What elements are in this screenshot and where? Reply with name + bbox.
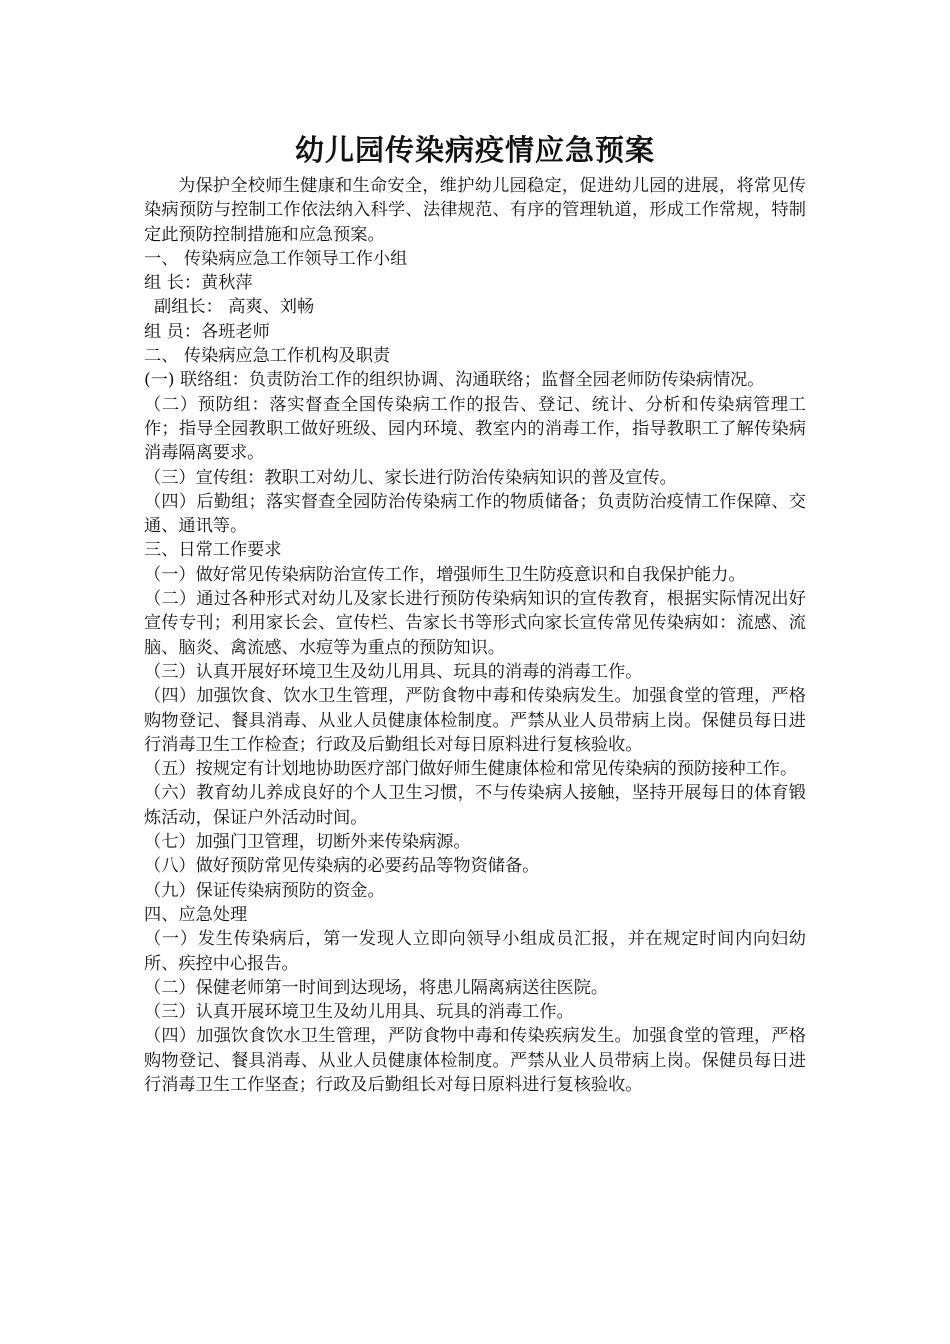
paragraph-daily-9: （九）保证传染病预防的资金。 (144, 880, 385, 901)
paragraph-daily-7: （七）加强门卫管理，切断外来传染病源。 (144, 832, 471, 853)
paragraph-logistics-group: （四）后勤组；落实督查全园防治传染病工作的物质储备；负责防治疫情工作保障、交通、通讯等。 (144, 491, 806, 537)
paragraph-daily-3: （三）认真开展好环境卫生及幼儿用具、玩具的消毒的消毒工作。 (144, 661, 643, 682)
section-heading-4: 四、应急处理 (144, 904, 248, 925)
paragraph-daily-4: （四）加强饮食、饮水卫生管理，严防食物中毒和传染病发生。加强食堂的管理，严格购物登记、餐具消毒、从业人员健康体检制度。严禁从业人员带病上岗。保健员每日进行消毒卫生工作检查；行政及后勤组长对每日原料进行复核验收。 (144, 686, 806, 755)
document-title: 幼儿园传染病疫情应急预案 (294, 133, 655, 167)
paragraph-daily-8: （八）做好预防常见传染病的必要药品等物资储备。 (144, 856, 540, 877)
leader-line: 组 长：黄秋萍 (144, 273, 253, 294)
paragraph-prevention-group: （二）预防组：落实督查全国传染病工作的报告、登记、统计、分析和传染病管理工作；指导全园教职工做好班级、园内环境、教室内的消毒工作，指导教职工了解传染病消毒隔离要求。 (144, 394, 806, 464)
paragraph-daily-6: （六）教育幼儿养成良好的个人卫生习惯，不与传染病人接触，坚持开展每日的体育锻炼活动，保证户外活动时间。 (144, 783, 806, 828)
document-page (144, 128, 806, 1097)
members-line: 组 员：各班老师 (144, 321, 270, 342)
paragraph-daily-1: （一）做好常见传染病防治宣传工作，增强师生卫生防疫意识和自我保护能力。 (144, 564, 746, 585)
intro-paragraph: 为保护全校师生健康和生命安全，维护幼儿园稳定，促进幼儿园的进展，将常见传染病预防与控制工作依法纳入科学、法律规范、有序的管理轨道，形成工作常规，特制定此预防控制措施和应急预案。 (144, 176, 806, 245)
paragraph-emergency-2: （二）保健老师第一时间到达现场，将患儿隔离病送往医院。 (144, 977, 609, 998)
paragraph-daily-2: （二）通过各种形式对幼儿及家长进行预防传染病知识的宣传教育，根据实际情况出好宣传专刊；利用家长会、宣传栏、告家长书等形式向家长宣传常见传染病如：流感、流脑、脑炎、禽流感、水痘等为重点的预防知识。 (144, 589, 806, 658)
deputy-leader-line: 副组长： 高爽、刘畅 (154, 297, 315, 318)
section-heading-1: 一、 传染病应急工作领导工作小组 (144, 248, 408, 269)
section-heading-3: 三、日常工作要求 (144, 540, 282, 561)
paragraph-emergency-4: （四）加强饮食饮水卫生管理，严防食物中毒和传染疾病发生。加强食堂的管理，严格购物登记、餐具消毒、从业人员健康体检制度。严禁从业人员带病上岗。保健员每日进行消毒卫生工作坚查；行政及后勤组长对每日原料进行复核验收。 (144, 1026, 806, 1095)
paragraph-publicity-group: （三）宣传组：教职工对幼儿、家长进行防治传染病知识的普及宣传。 (144, 467, 677, 488)
paragraph-liaison-group: (一) 联络组：负责防治工作的组织协调、沟通联络；监督全园老师防传染病情况。 (144, 370, 765, 391)
paragraph-emergency-1: （一）发生传染病后，第一发现人立即向领导小组成员汇报，并在规定时间内向妇幼所、疾控中心报告。 (144, 929, 806, 974)
section-heading-2: 二、 传染病应急工作机构及职责 (144, 346, 391, 367)
paragraph-daily-5: （五）按规定有计划地协助医疗部门做好师生健康体检和常见传染病的预防接种工作。 (144, 759, 798, 780)
paragraph-emergency-3: （三）认真开展环境卫生及幼儿用具、玩具的消毒工作。 (144, 1002, 574, 1023)
